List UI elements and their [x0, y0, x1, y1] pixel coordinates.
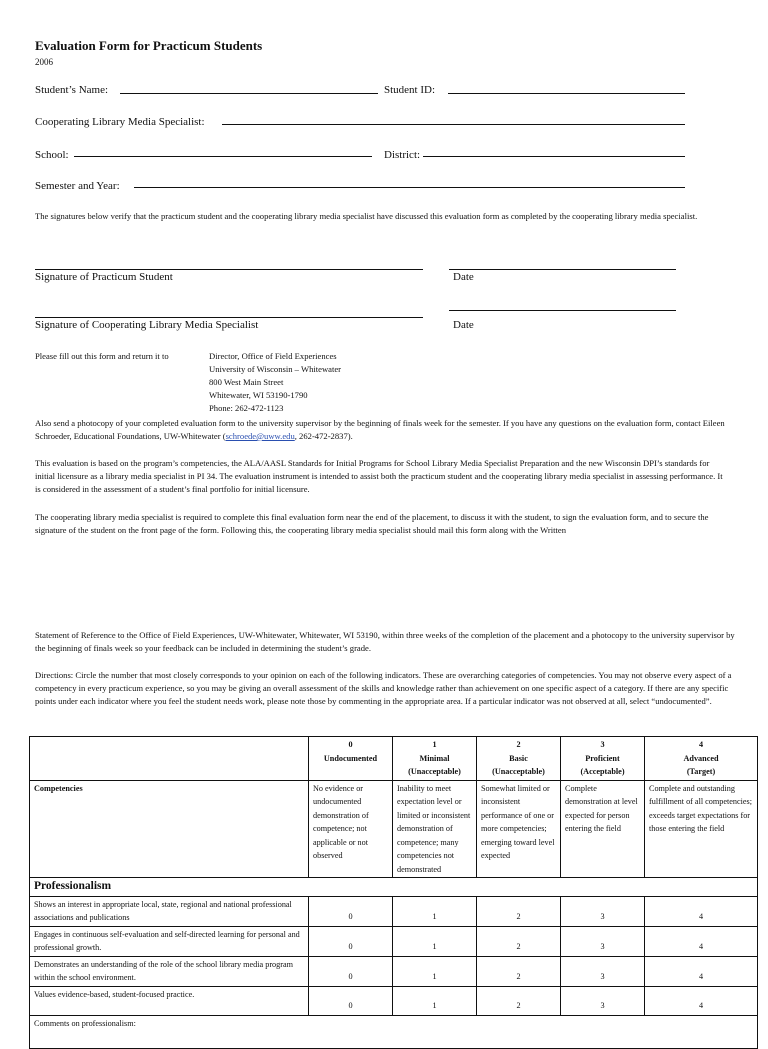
rating-4[interactable]: 4 — [645, 896, 758, 926]
scale-header-row — [30, 737, 758, 781]
student-id-field[interactable] — [448, 93, 685, 94]
district-label: District: — [384, 149, 421, 161]
photocopy-paragraph — [35, 417, 725, 443]
address-line: University of Wisconsin – Whitewater — [209, 364, 342, 374]
rating-2[interactable]: 2 — [477, 896, 561, 926]
header-blank-cell — [30, 737, 309, 781]
rating-3[interactable]: 3 — [561, 926, 645, 956]
rating-1[interactable]: 1 — [393, 896, 477, 926]
specialist-date-label: Date — [453, 319, 474, 331]
table-row — [30, 896, 758, 926]
indicator-text: Engages in continuous self-evaluation and self-directed learning for personal and professional growth. — [30, 926, 309, 956]
table-row — [30, 956, 758, 986]
student-signature-line[interactable] — [35, 269, 423, 270]
rating-0[interactable]: 0 — [309, 956, 393, 986]
rating-4[interactable]: 4 — [645, 986, 758, 1015]
rating-4[interactable]: 4 — [645, 956, 758, 986]
scale-header-2: 2 Basic (Unacceptable) — [477, 737, 561, 781]
scale-desc-4: Complete and outstanding fulfillment of all competencies; exceeds target expectations for those entering the field — [645, 780, 758, 878]
rating-2[interactable]: 2 — [477, 926, 561, 956]
address-line: Director, Office of Field Experiences — [209, 351, 337, 361]
indicator-text: Demonstrates an understanding of the role of the school library media program within the school environment. — [30, 956, 309, 986]
indicator-text: Shows an interest in appropriate local, state, regional and national professional associations and publications — [30, 896, 309, 926]
return-address — [209, 350, 341, 415]
rating-1[interactable]: 1 — [393, 956, 477, 986]
scale-header-0: 0 Undocumented — [309, 737, 393, 781]
directions-paragraph: Directions: Circle the number that most closely corresponds to your opinion on each of the following indicators. These are overarching categories of competencies. You may not observe every aspect of a competency in every practicum experience, so you may be giving an overall assessment of the skills and knowledge rather than achievement on one specific aspect of a category. If there are any specific points under each indicator where you feel the student needs work, please note those by commenting in the appropriate area. If a particular indicator was not observed at all, select “undocumented”. — [35, 670, 732, 706]
student-name-field[interactable] — [120, 93, 378, 94]
scale-description-row — [30, 780, 758, 878]
cooperating-specialist-label: Cooperating Library Media Specialist: — [35, 116, 205, 128]
scale-desc-2: Somewhat limited or inconsistent performance of one or more competencies; emerging toward level expected — [477, 780, 561, 878]
district-field[interactable] — [423, 156, 685, 157]
photocopy-text-end: , 262-472-2837). — [294, 431, 353, 441]
competencies-paragraph: This evaluation is based on the program’s competencies, the ALA/AASL Standards for Initial Programs for School Library Media Specialist Preparation and the new Wisconsin DPI’s standards for initial licensure as a library media specialist in PI 34. The evaluation instrument is intended to assist both the practicum student and the cooperating library media specialist in assessing performance. It is considered in the assessment of a student’s final portfolio for initial licensure. — [35, 458, 723, 494]
required-paragraph: The cooperating library media specialist is required to complete this final evaluation form near the end of the placement, to discuss it with the student, to sign the evaluation form, and to secure the signature of the student on the front page of the form. Following this, the cooperating library media specialist should mail this form along with the Written — [35, 512, 709, 535]
form-year: 2006 — [35, 57, 53, 67]
section-title: Professionalism — [30, 878, 758, 897]
scale-header-4: 4 Advanced (Target) — [645, 737, 758, 781]
rating-0[interactable]: 0 — [309, 926, 393, 956]
semester-year-label: Semester and Year: — [35, 180, 120, 192]
table-row — [30, 926, 758, 956]
rating-4[interactable]: 4 — [645, 926, 758, 956]
student-date-label: Date — [453, 271, 474, 283]
address-line: Whitewater, WI 53190-1790 — [209, 390, 308, 400]
address-line: Phone: 262-472-1123 — [209, 403, 284, 413]
return-label: Please fill out this form and return it to — [35, 351, 169, 361]
signature-note: The signatures below verify that the practicum student and the cooperating library media specialist have discussed this evaluation form as completed by the cooperating library media specialist. — [35, 211, 698, 221]
scale-header-1: 1 Minimal (Unacceptable) — [393, 737, 477, 781]
student-name-label: Student’s Name: — [35, 84, 109, 96]
student-signature-label: Signature of Practicum Student — [35, 271, 173, 283]
indicator-text: Values evidence-based, student-focused practice. — [30, 986, 309, 1015]
specialist-signature-label: Signature of Cooperating Library Media Specialist — [35, 319, 259, 331]
rating-2[interactable]: 2 — [477, 986, 561, 1015]
rating-2[interactable]: 2 — [477, 956, 561, 986]
student-id-label: Student ID: — [384, 84, 436, 96]
photocopy-text: Also send a photocopy of your completed evaluation form to the university supervisor by the beginning of finals week for the semester. If you have any questions on the evaluation form, contact Eileen Schroeder, Educational Foundations, UW-Whitewater ( — [35, 418, 725, 441]
rating-3[interactable]: 3 — [561, 956, 645, 986]
evaluation-table — [29, 736, 758, 1049]
scale-desc-0: No evidence or undocumented demonstration of competence; not applicable or not observed — [309, 780, 393, 878]
address-line: 800 West Main Street — [209, 377, 284, 387]
comments-row — [30, 1015, 758, 1048]
scale-desc-1: Inability to meet expectation level or limited or inconsistent demonstration of competence; many competencies not demonstrated — [393, 780, 477, 878]
specialist-date-line-top — [449, 310, 676, 311]
semester-year-field[interactable] — [134, 187, 685, 188]
scale-desc-3: Complete demonstration at level expected for person entering the field — [561, 780, 645, 878]
student-date-line[interactable] — [449, 269, 676, 270]
rating-3[interactable]: 3 — [561, 896, 645, 926]
competencies-label: Competencies — [30, 780, 309, 878]
rating-0[interactable]: 0 — [309, 986, 393, 1015]
table-row — [30, 986, 758, 1015]
rating-1[interactable]: 1 — [393, 926, 477, 956]
section-row — [30, 878, 758, 897]
rating-0[interactable]: 0 — [309, 896, 393, 926]
rating-1[interactable]: 1 — [393, 986, 477, 1015]
school-field[interactable] — [74, 156, 372, 157]
scale-header-3: 3 Proficient (Acceptable) — [561, 737, 645, 781]
comments-field[interactable]: Comments on professionalism: — [30, 1015, 758, 1048]
specialist-signature-line[interactable] — [35, 317, 423, 318]
email-link[interactable]: schroede@uww.edu — [225, 431, 295, 441]
cooperating-specialist-field[interactable] — [222, 124, 685, 125]
school-label: School: — [35, 149, 69, 161]
page-title: Evaluation Form for Practicum Students — [35, 38, 263, 53]
statement-paragraph: Statement of Reference to the Office of Field Experiences, UW-Whitewater, Whitewater, WI 53190, within three weeks of the completion of the placement and a photocopy to the university supervisor by the beginning of finals week so your feedback can be included in determining the student’s grade. — [35, 630, 735, 653]
rating-3[interactable]: 3 — [561, 986, 645, 1015]
